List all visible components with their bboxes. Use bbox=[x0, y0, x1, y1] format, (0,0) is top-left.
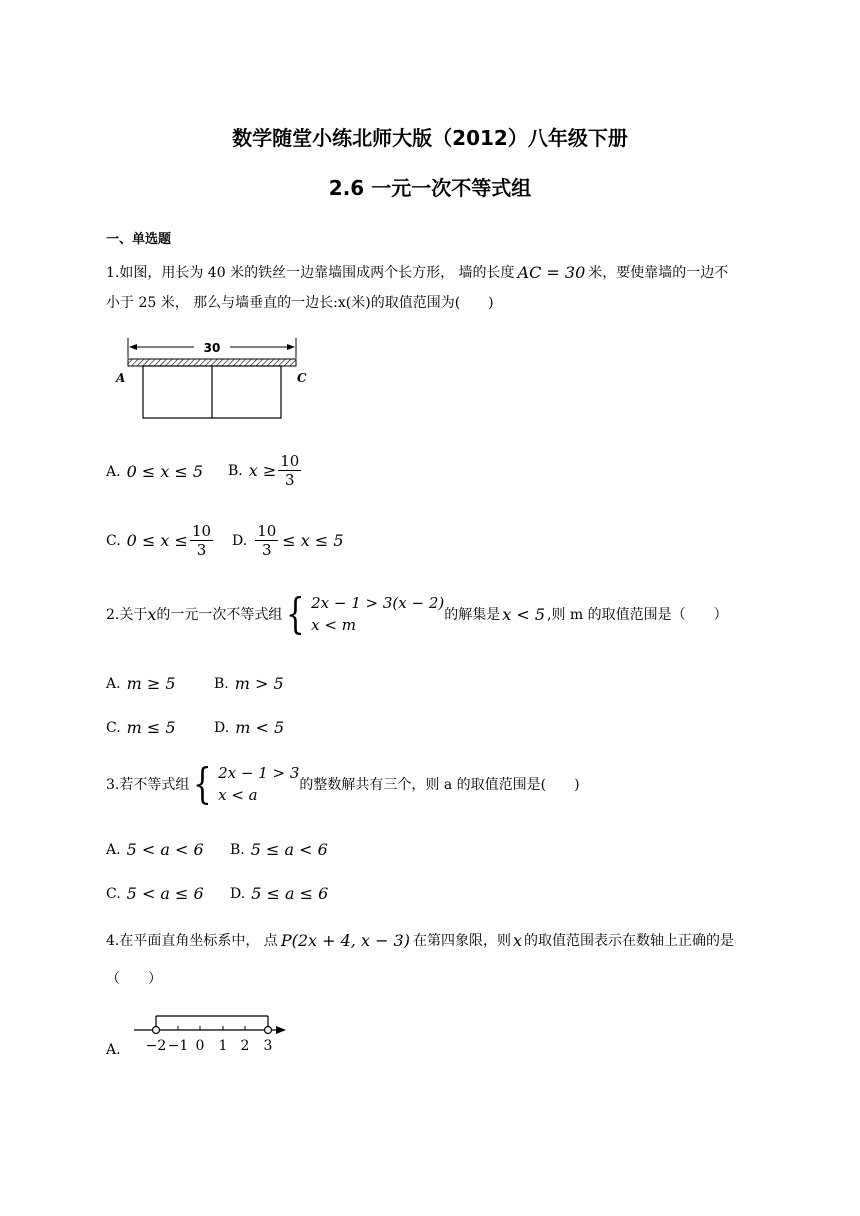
q1-option-b-den: 3 bbox=[285, 471, 295, 489]
q3-option-d[interactable] bbox=[230, 884, 328, 903]
q1-line1 bbox=[106, 262, 728, 282]
q2-brace: { bbox=[286, 589, 306, 638]
q2-pre: 2.关于 bbox=[106, 607, 148, 623]
q1-text-a: 1.如图，用长为 40 米的铁丝一边靠墙围成两个长方形， 墙的长度 bbox=[106, 265, 515, 281]
q1-math-ac: AC = 30 bbox=[517, 262, 586, 282]
q4-point: P(2x + 4, x − 3) bbox=[280, 930, 410, 950]
q2-option-d-expr: m < 5 bbox=[235, 718, 285, 737]
axis-arrow bbox=[276, 1026, 286, 1034]
q2-post-b: ,则 m 的取值范围是（ ） bbox=[547, 607, 728, 623]
tick-label: 3 bbox=[263, 1038, 273, 1054]
q1-option-c-den: 3 bbox=[196, 541, 207, 559]
q2-option-d-label: D. bbox=[214, 719, 230, 736]
q1-option-c[interactable] bbox=[106, 522, 215, 559]
q3-stem bbox=[106, 759, 580, 808]
q3-option-a[interactable] bbox=[106, 840, 204, 859]
q3-option-c[interactable] bbox=[106, 884, 204, 903]
point-c-label: C bbox=[297, 371, 307, 385]
q1-option-d-num: 10 bbox=[257, 522, 277, 540]
q3-pre: 3.若不等式组 bbox=[106, 777, 190, 793]
q4-line1 bbox=[106, 930, 734, 950]
q1-text-b: 米，要使靠墙的一边不 bbox=[588, 265, 729, 281]
q2-option-b[interactable] bbox=[214, 674, 284, 693]
q4-post: 的取值范围表示在数轴上正确的是 bbox=[524, 933, 735, 949]
q2-option-d[interactable] bbox=[214, 718, 284, 737]
q1-option-d-fraction bbox=[255, 522, 278, 559]
q1-option-c-num: 10 bbox=[191, 522, 212, 540]
tick-label: −2 bbox=[145, 1038, 167, 1054]
q1-option-d-expr: ≤ x ≤ 5 bbox=[282, 531, 344, 550]
q1-option-d-label: D. bbox=[232, 532, 248, 549]
q2-var: x bbox=[147, 604, 157, 624]
q4-pre: 4.在平面直角坐标系中， 点 bbox=[106, 933, 278, 949]
q2-option-a[interactable] bbox=[106, 674, 176, 693]
document-title: 数学随堂小练北师大版（2012）八年级下册 bbox=[232, 126, 628, 150]
tick-label: 2 bbox=[240, 1038, 250, 1054]
q4-var: x bbox=[512, 930, 523, 950]
q1-option-a-label: A. bbox=[106, 463, 121, 480]
q2-option-a-label: A. bbox=[106, 675, 121, 692]
q3-brace: { bbox=[193, 759, 213, 808]
q1-wall-figure bbox=[110, 336, 320, 422]
q1-option-b-expr: x ≥ bbox=[248, 461, 277, 480]
q3-option-b-expr: 5 ≤ a < 6 bbox=[250, 840, 328, 859]
document-subtitle: 2.6 一元一次不等式组 bbox=[328, 176, 532, 200]
q1-option-d[interactable] bbox=[232, 522, 344, 559]
dim-arrow-right bbox=[287, 344, 295, 350]
tick-label: 0 bbox=[195, 1038, 205, 1054]
point-a-label: A bbox=[116, 371, 126, 385]
q3-option-d-label: D. bbox=[230, 885, 246, 902]
dim-arrow-left bbox=[129, 344, 137, 350]
q1-option-b-fraction bbox=[278, 452, 301, 489]
q4-paren: （ ） bbox=[106, 971, 162, 987]
q2-sys-line1: 2x − 1 > 3(x − 2) bbox=[311, 594, 445, 612]
q2-option-c[interactable] bbox=[106, 718, 176, 737]
q3-sys-line1: 2x − 1 > 3 bbox=[218, 764, 300, 782]
q2-post-a: 的解集是 bbox=[444, 607, 501, 623]
q2-system bbox=[282, 589, 445, 638]
q3-option-d-expr: 5 ≤ a ≤ 6 bbox=[251, 884, 329, 903]
q1-option-c-fraction bbox=[190, 522, 213, 559]
section-heading: 一、单选题 bbox=[106, 232, 172, 247]
q3-option-b-label: B. bbox=[230, 841, 245, 858]
q4-option-a-number-line[interactable] bbox=[128, 1010, 290, 1058]
dim-length-label: 30 bbox=[203, 341, 221, 355]
q2-stem bbox=[106, 589, 728, 638]
q1-option-b-label: B. bbox=[228, 462, 243, 479]
q3-system bbox=[189, 759, 300, 808]
q2-option-c-label: C. bbox=[106, 719, 121, 736]
q4-option-a-label: A. bbox=[106, 1042, 121, 1058]
q2-mid: 的一元一次不等式组 bbox=[156, 607, 283, 623]
q2-sys-line2: x < m bbox=[311, 616, 356, 634]
open-circle-left bbox=[153, 1027, 160, 1034]
q2-option-a-expr: m ≥ 5 bbox=[126, 674, 176, 693]
q3-option-c-expr: 5 < a ≤ 6 bbox=[126, 884, 204, 903]
q2-option-b-expr: m > 5 bbox=[234, 674, 284, 693]
q1-option-a[interactable] bbox=[106, 462, 203, 481]
q1-option-d-den: 3 bbox=[261, 541, 272, 559]
q1-option-c-label: C. bbox=[106, 532, 121, 549]
q4-mid: 在第四象限，则 bbox=[412, 933, 511, 949]
wall-hatch bbox=[128, 359, 296, 366]
q2-solution: x < 5 bbox=[502, 604, 546, 624]
tick-label: 1 bbox=[218, 1038, 228, 1054]
q2-option-c-expr: m ≤ 5 bbox=[126, 718, 176, 737]
q3-sys-line2: x < a bbox=[218, 786, 258, 804]
q3-option-a-label: A. bbox=[106, 841, 121, 858]
open-circle-right bbox=[265, 1027, 272, 1034]
tick-label: −1 bbox=[167, 1038, 189, 1054]
q1-option-c-expr: 0 ≤ x ≤ bbox=[126, 531, 188, 550]
q3-option-a-expr: 5 < a < 6 bbox=[126, 840, 204, 859]
q2-option-b-label: B. bbox=[214, 675, 229, 692]
q1-option-a-expr: 0 ≤ x ≤ 5 bbox=[126, 462, 204, 481]
q3-post: 的整数解共有三个，则 a 的取值范围是( ) bbox=[299, 777, 580, 793]
q1-option-b[interactable] bbox=[228, 452, 303, 489]
q3-option-c-label: C. bbox=[106, 885, 121, 902]
q1-option-b-num: 10 bbox=[280, 452, 300, 470]
q3-option-b[interactable] bbox=[230, 840, 328, 859]
q1-line2: 小于 25 米， 那么与墙垂直的一边长:x(米)的取值范围为( ) bbox=[106, 295, 494, 311]
